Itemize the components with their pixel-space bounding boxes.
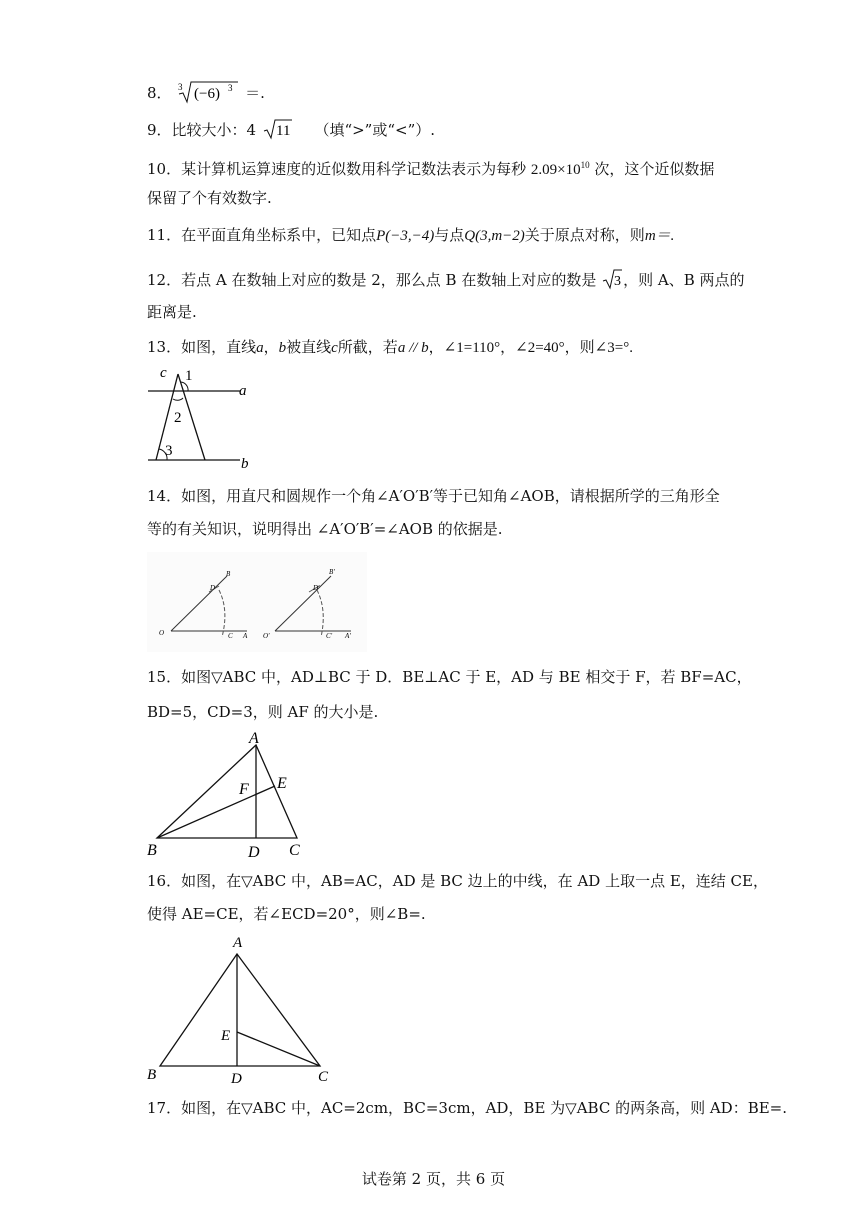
question-9-tail: （填“>”或“<”）. bbox=[314, 121, 436, 139]
question-10-line1 bbox=[147, 155, 714, 180]
question-8-number: 8． bbox=[147, 84, 172, 102]
question-16-line2: 使得 AE=CE，若∠ECD=20°，则∠B=. bbox=[147, 905, 426, 923]
right-label-a: A′ bbox=[345, 632, 351, 640]
question-10-text-b: 次，这个近似数据 bbox=[594, 160, 715, 178]
question-10-text-a: 10．某计算机运算速度的近似数用科学记数法表示为每秒 bbox=[147, 160, 527, 178]
sqrt-sign bbox=[601, 268, 623, 290]
left-label-c: C bbox=[228, 632, 233, 640]
left-label-d: D bbox=[210, 584, 216, 592]
vertex-b: B bbox=[147, 842, 157, 859]
question-13-text-a: 13．如图，直线 bbox=[147, 338, 257, 356]
parallel-relation: a // b bbox=[397, 340, 429, 356]
question-11-text-b: 与点 bbox=[434, 226, 465, 244]
vertex-c: C bbox=[289, 842, 300, 859]
point-p: P(−3,−4) bbox=[376, 228, 435, 244]
svg-text:3: 3 bbox=[228, 83, 233, 93]
right-label-o: O′ bbox=[263, 632, 270, 640]
question-14-line2: 等的有关知识，说明得出 ∠A′O′B′=∠AOB 的依据是. bbox=[147, 520, 503, 538]
vertex-a: A bbox=[233, 935, 243, 951]
sqrt-radicand: 11 bbox=[275, 123, 291, 139]
angle-1-label: 1 bbox=[185, 368, 193, 384]
question-8 bbox=[147, 80, 265, 104]
question-15-line1: 15．如图▽ABC 中，AD⊥BC 于 D．BE⊥AC 于 E，AD 与 BE 相交于 F，若 BF=AC， bbox=[147, 668, 752, 686]
point-e: E bbox=[277, 775, 287, 792]
question-8-tail: ＝. bbox=[245, 84, 265, 102]
figure-15 bbox=[145, 725, 315, 860]
question-11-text-c: 关于原点对称，则 bbox=[524, 226, 645, 244]
question-13: 13．如图，直线a，b被直线c所截，若a // b，∠1=110°，∠2=40°，则∠3=°. bbox=[147, 338, 633, 356]
left-label-o: O bbox=[159, 629, 165, 637]
right-label-d: D′ bbox=[313, 584, 320, 592]
figure-13 bbox=[145, 362, 265, 472]
line-a-label: a bbox=[256, 340, 264, 356]
label-c: c bbox=[160, 365, 167, 381]
question-11-text-a: 11．在平面直角坐标系中，已知点 bbox=[147, 226, 377, 244]
point-q: Q(3,m−2) bbox=[464, 228, 525, 244]
question-13-text-e: ∠1=110°，∠2=40°，则∠3=°. bbox=[443, 340, 633, 356]
question-16-line1: 16．如图，在▽ABC 中，AB=AC，AD 是 BC 边上的中线，在 AD 上取一点 E，连结 CE， bbox=[147, 872, 768, 890]
svg-text:3: 3 bbox=[178, 82, 183, 92]
line-b-label: b bbox=[278, 340, 287, 356]
vertex-a: A bbox=[249, 730, 259, 747]
label-a: a bbox=[239, 383, 247, 399]
question-9-text: 9．比较大小：4 bbox=[147, 121, 257, 139]
figure-16 bbox=[145, 932, 335, 1090]
svg-text:(−6): (−6) bbox=[194, 86, 221, 102]
question-15-line2: BD=5，CD=3，则 AF 的大小是. bbox=[147, 703, 379, 721]
label-b: b bbox=[241, 456, 249, 472]
angle-2-label: 2 bbox=[174, 410, 182, 426]
point-d: D bbox=[231, 1071, 242, 1087]
question-12-line1 bbox=[147, 268, 745, 290]
question-13-text-d: ， bbox=[428, 338, 444, 356]
left-label-a: A bbox=[243, 632, 248, 640]
sqrt-radicand: 3 bbox=[614, 274, 622, 289]
point-d: D bbox=[248, 844, 260, 860]
sqrt-sign bbox=[261, 118, 293, 140]
question-13-text-b: 被直线 bbox=[286, 338, 332, 356]
question-9 bbox=[147, 118, 435, 140]
sci-notation: $2.09\times 10^{10}$ bbox=[530, 160, 590, 178]
question-14-line1: 14．如图，用直尺和圆规作一个角∠A′O′B′等于已知角∠AOB，请根据所学的三角形全 bbox=[147, 487, 720, 505]
page-footer: 试卷第 2 页，共 6 页 bbox=[361, 1170, 506, 1188]
right-label-c: C′ bbox=[326, 632, 333, 640]
question-12-line2: 距离是. bbox=[147, 303, 197, 321]
point-f: F bbox=[239, 781, 249, 798]
left-label-b: B bbox=[226, 570, 231, 578]
line-c-label: c bbox=[331, 340, 338, 356]
cube-root-expression bbox=[176, 80, 240, 104]
point-e: E bbox=[221, 1028, 231, 1044]
vertex-b: B bbox=[147, 1067, 157, 1083]
vertex-c: C bbox=[318, 1069, 329, 1085]
question-13-text-c: 所截，若 bbox=[337, 338, 398, 356]
question-10-line2: 保留了个有效数字. bbox=[147, 189, 272, 207]
question-11 bbox=[147, 225, 674, 246]
figure-14 bbox=[147, 552, 367, 652]
question-12-text-a: 12．若点 A 在数轴上对应的数是 2，那么点 B 在数轴上对应的数是 bbox=[147, 271, 597, 289]
right-label-b: B′ bbox=[329, 568, 335, 576]
question-11-text-d: m＝. bbox=[644, 228, 675, 244]
question-12-text-b: ，则 A、B 两点的 bbox=[623, 271, 745, 289]
angle-3-label: 3 bbox=[165, 443, 173, 459]
question-17: 17．如图，在▽ABC 中，AC=2cm，BC=3cm，AD，BE 为▽ABC 的两条高，则 AD：BE=. bbox=[147, 1099, 788, 1117]
